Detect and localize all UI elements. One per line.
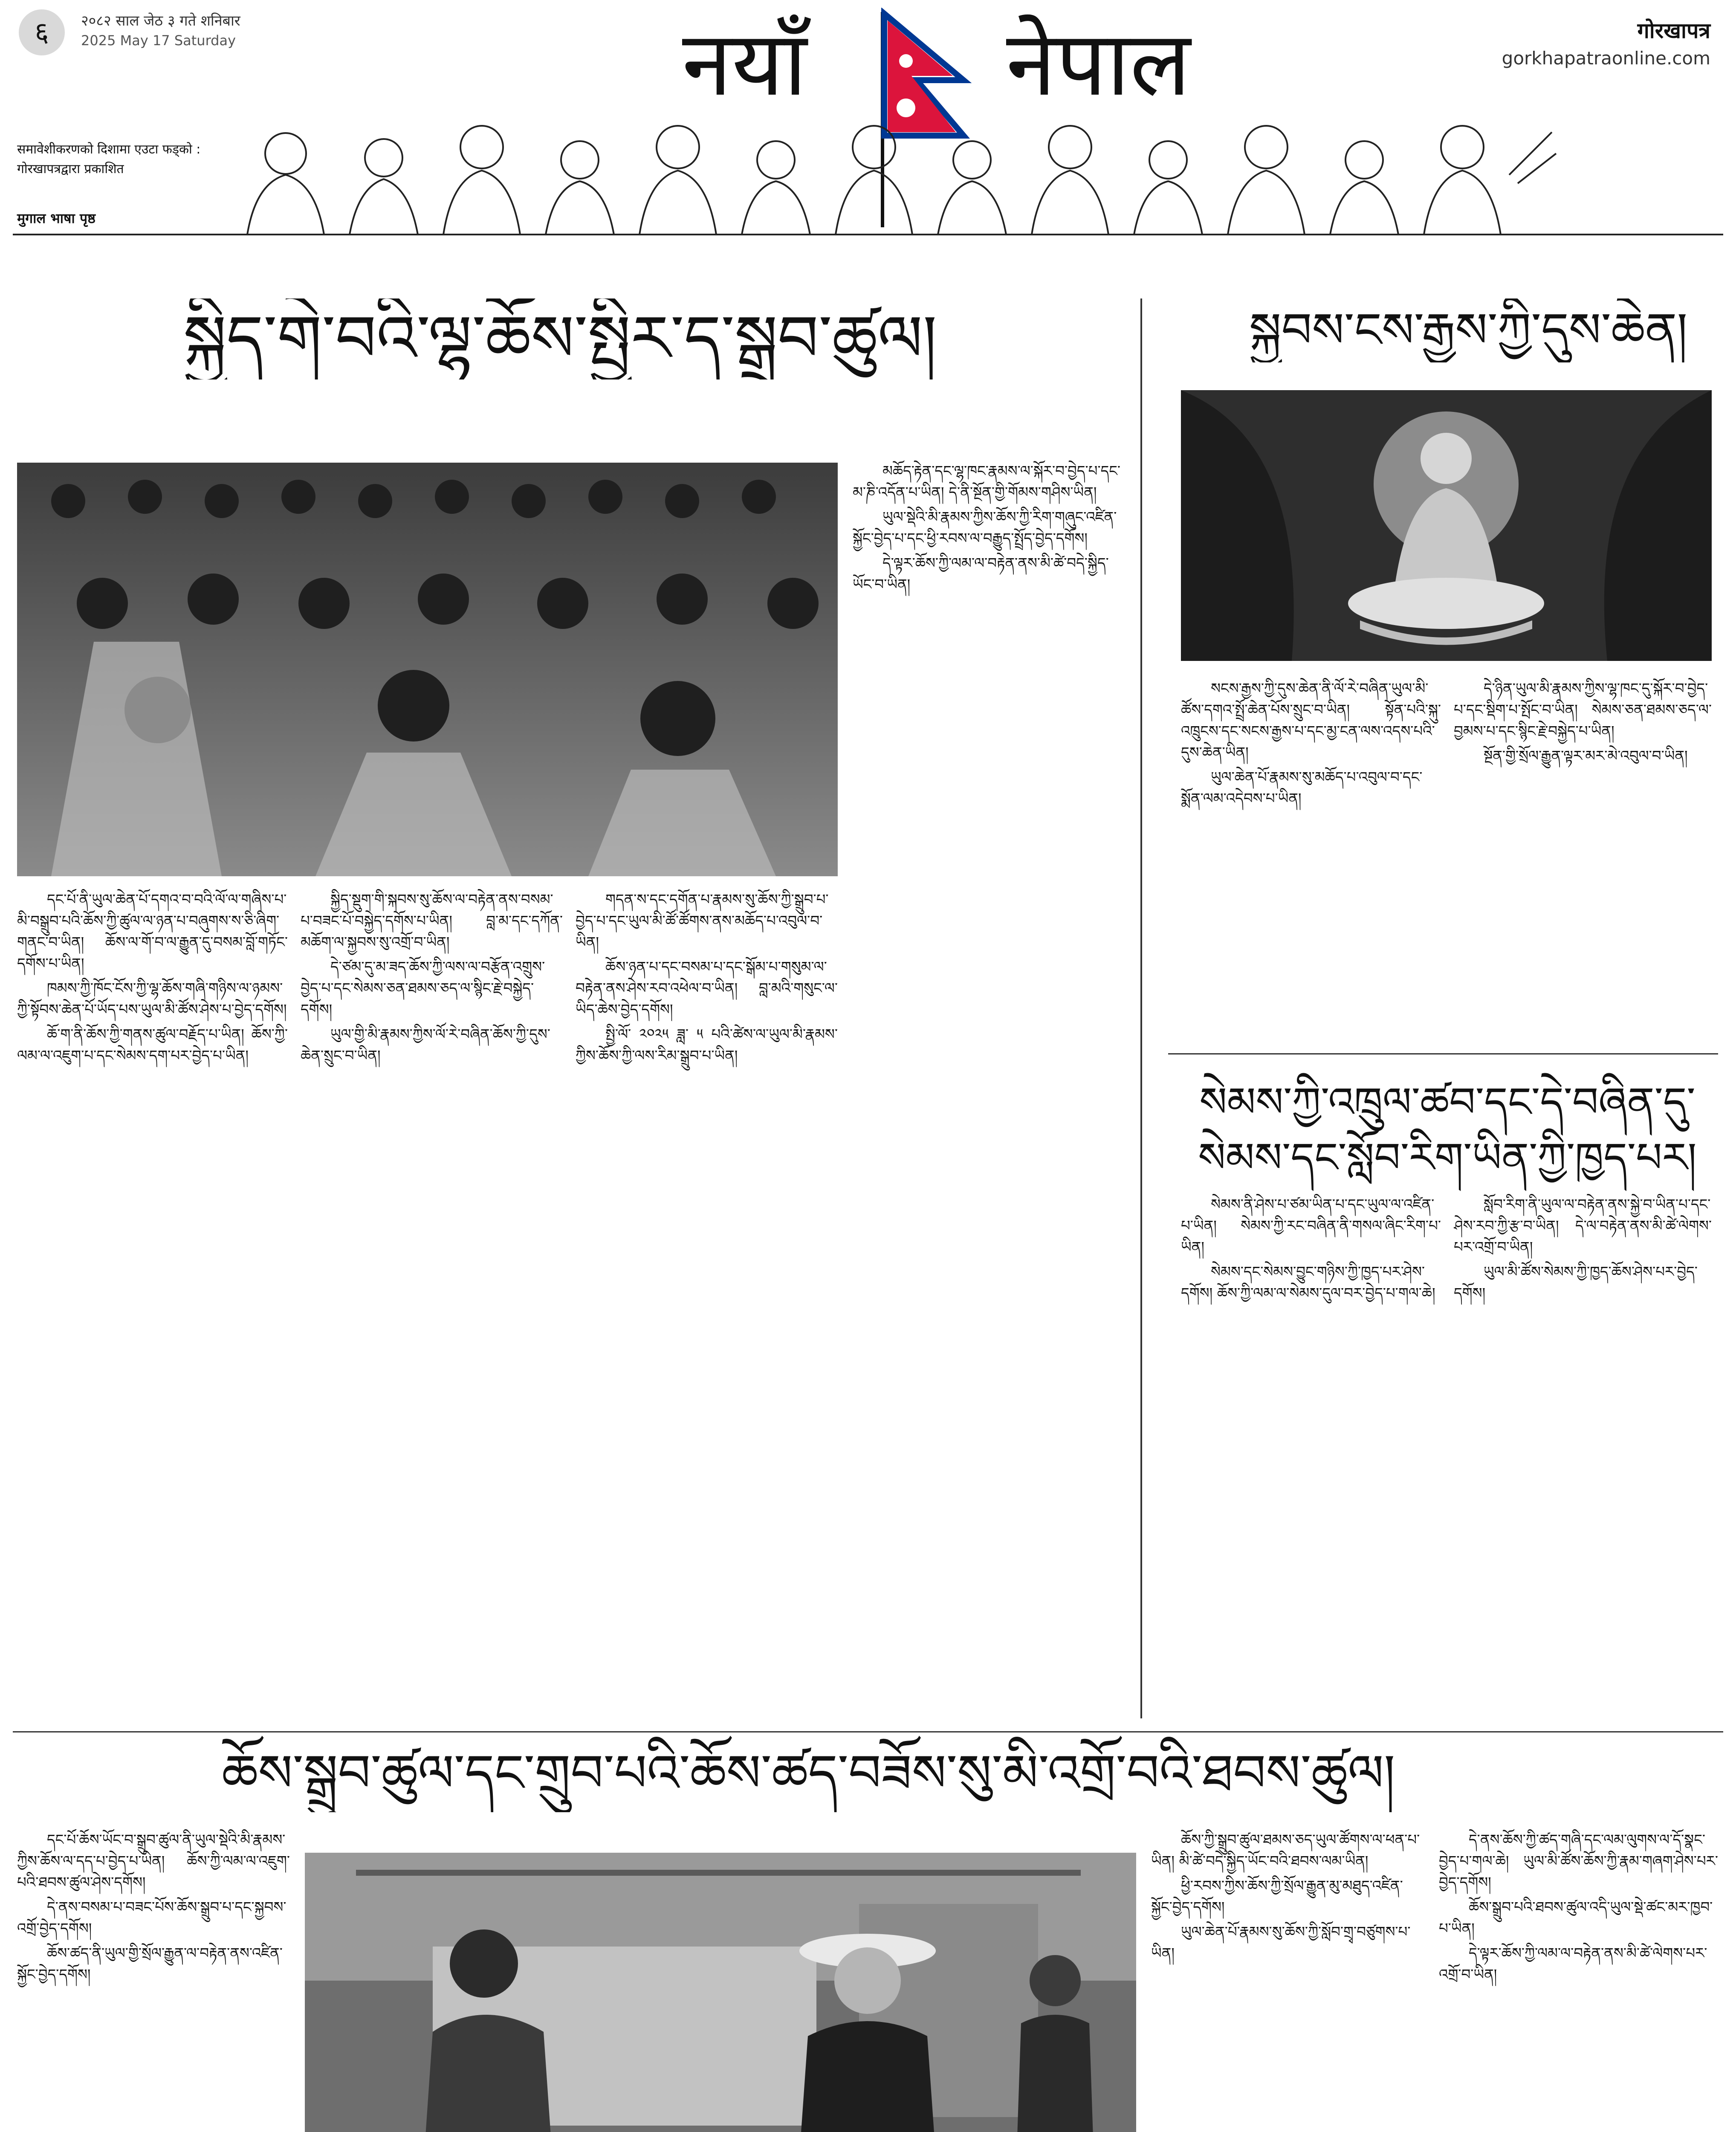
paper-name: गोरखापत्र (1637, 18, 1710, 43)
monks-photo (17, 463, 838, 876)
masthead (0, 0, 1736, 239)
article-top-column-2: སྐྱིད་སྡུག་གི་སྐབས་སུ་ཆོས་ལ་བརྟེན་ནས་བསམ་པ་བཟང་པོ་བསྐྱེད་དགོས་པ་ཡིན། བླ་མ་དང་དཀོན་མཆོག་ལ་སྐྱབས་སུ་འགྲོ་བ་ཡིན། དེ་ཙམ་དུ་མ་ཟད་ཆོས་ཀྱི་ལས་ལ་བརྩོན་འགྲུས་བྱེད་པ་དང་སེམས་ཅན་ཐམས་ཅད་ལ་སྙིང་རྗེ་བསྐྱེད་དགོས། ཡུལ་གྱི་མི་རྣམས་ཀྱིས་ལོ་རེ་བཞིན་ཆོས་ཀྱི་དུས་ཆེན་སྲུང་བ་ཡིན། (301, 891, 563, 1064)
tagline-line1: समावेशीकरणको दिशामा एउटा फड्को : (17, 142, 201, 157)
article-right2-column-1: སེམས་ནི་ཤེས་པ་ཙམ་ཡིན་པ་དང་ཡུལ་ལ་འཛིན་པ་ཡིན། སེམས་ཀྱི་རང་བཞིན་ནི་གསལ་ཞིང་རིག་པ་ཡིན། སེམས་དང་སེམས་བྱུང་གཉིས་ཀྱི་ཁྱད་པར་ཤེས་དགོས། ཆོས་ཀྱི་ལམ་ལ་སེམས་དུལ་བར་བྱེད་པ་གལ་ཆེ། (1181, 1196, 1441, 1302)
section-divider (13, 1731, 1723, 1732)
article-bottom-column-5: ཆོས་ཀྱི་སྒྲུབ་ཚུལ་ཐམས་ཅད་ཡུལ་ཚོགས་ལ་ཕན་པ་ཡིན། མི་ཚེ་བདེ་སྐྱིད་ཡོང་བའི་ཐབས་ལམ་ཡིན། ཕྱི་རབས་ཀྱིས་ཆོས་ཀྱི་སྲོལ་རྒྱུན་མུ་མཐུད་འཛིན་སྐྱོང་བྱེད་དགོས། ཡུལ་ཆེན་པོ་རྣམས་སུ་ཆོས་ཀྱི་སློབ་གྲྭ་བཙུགས་པ་ཡིན། (1151, 1831, 1420, 1962)
masthead-title-left: नयाँ (682, 12, 807, 116)
page-number: ६ (19, 9, 65, 55)
date-nepali: २०८२ साल जेठ ३ गते शनिबार (81, 12, 240, 29)
section-label: मुगाल भाषा पृष्ठ (17, 210, 96, 226)
masthead-rule (13, 234, 1723, 235)
people-market-photo (305, 1853, 1136, 2132)
masthead-title-right: नेपाल (1006, 12, 1191, 116)
article-bottom-headline: ཆོས་སྒྲུབ་ཚུལ་དང་གྲུབ་པའི་ཆོས་ཚད་བཟོས་སུ་མི་འགྲོ་བའི་ཐབས་ཚུལ། (222, 1744, 1395, 1803)
article-bottom-column-6: དེ་ནས་ཆོས་ཀྱི་ཚད་གཞི་དང་ལམ་ལུགས་ལ་དོ་སྣང་བྱེད་པ་གལ་ཆེ། ཡུལ་མི་ཚོས་ཆོས་ཀྱི་རྣམ་གཞག་ཤེས་པར་བྱེད་དགོས། ཆོས་སྒྲུབ་པའི་ཐབས་ཚུལ་འདི་ཡུལ་སྡེ་ཚང་མར་ཁྱབ་པ་ཡིན། དེ་ལྟར་ཆོས་ཀྱི་ལམ་ལ་བརྟེན་ནས་མི་ཚེ་ལེགས་པར་འགྲོ་བ་ཡིན། (1439, 1831, 1718, 1983)
article-right1-column-1: སངས་རྒྱས་ཀྱི་དུས་ཆེན་ནི་ལོ་རེ་བཞིན་ཡུལ་མི་ཚོས་དགའ་སྤྲོ་ཆེན་པོས་སྲུང་བ་ཡིན། སྟོན་པའི་སྐུ་འཁྲུངས་དང་སངས་རྒྱས་པ་དང་མྱ་ངན་ལས་འདས་པའི་དུས་ཆེན་ཡིན། ཡུལ་ཆེན་པོ་རྣམས་སུ་མཆོད་པ་འབུལ་བ་དང་སྨོན་ལམ་འདེབས་པ་ཡིན། (1181, 680, 1441, 807)
paper-url[interactable]: gorkhapatraonline.com (1502, 48, 1710, 69)
article-bottom-column-1: དང་པོ་ཆོས་ཡོང་བ་སྒྲུབ་ཚུལ་ནི་ཡུལ་སྡེའི་མི་རྣམས་ཀྱིས་ཆོས་ལ་དད་པ་བྱེད་པ་ཡིན། ཆོས་ཀྱི་ལམ་ལ་འཇུག་པའི་ཐབས་ཚུལ་ཤེས་དགོས། དེ་ནས་བསམ་པ་བཟང་པོས་ཆོས་སྒྲུབ་པ་དང་སྐྱབས་འགྲོ་བྱེད་དགོས། ཆོས་ཚད་ནི་ཡུལ་གྱི་སྲོལ་རྒྱུན་ལ་བརྟེན་ནས་འཛིན་སྐྱོང་བྱེད་དགོས། (17, 1831, 290, 1983)
crowd-illustration-icon (239, 107, 1560, 235)
tagline-line2: गोरखापत्रद्वारा प्रकाशित (17, 162, 124, 177)
article-divider (1168, 1053, 1718, 1054)
date-english: 2025 May 17 Saturday (81, 32, 236, 49)
column-divider (1140, 298, 1142, 1718)
article-right2-column-2: སློབ་རིག་ནི་ཡུལ་ལ་བརྟེན་ནས་སྐྱེ་བ་ཡིན་པ་དང་ཤེས་རབ་ཀྱི་རྩ་བ་ཡིན། དེ་ལ་བརྟེན་ནས་མི་ཚེ་ལེགས་པར་འགྲོ་བ་ཡིན། ཡུལ་མི་ཚོས་སེམས་ཀྱི་ཁྱད་ཆོས་ཤེས་པར་བྱེད་དགོས། (1454, 1196, 1712, 1302)
article-top-column-3: གདན་ས་དང་དགོན་པ་རྣམས་སུ་ཆོས་ཀྱི་སྒྲུབ་པ་བྱེད་པ་དང་ཡུལ་མི་ཚོ་ཚོགས་ནས་མཆོད་པ་འབུལ་བ་ཡིན། ཆོས་ཉན་པ་དང་བསམ་པ་དང་སྒོམ་པ་གསུམ་ལ་བརྟེན་ནས་ཤེས་རབ་འཕེལ་བ་ཡིན། བླ་མའི་གསུང་ལ་ཡིད་ཆེས་བྱེད་དགོས། སྤྱི་ལོ་ ༢༠༢༥ ཟླ་ ༥ པའི་ཚེས་ལ་ཡུལ་མི་རྣམས་ཀྱིས་ཆོས་ཀྱི་ལས་རིམ་སྒྲུབ་པ་ཡིན། (576, 891, 838, 1064)
article-top-headline: སྐྱིད་གེ་བའི་ལྷ་ཆོས་སྤྱིར་ད་སྒྲུབ་ཚུལ། (183, 302, 937, 376)
article-top-column-1: དང་པོ་ནི་ཡུལ་ཆེན་པོ་དགའ་བ་བའི་ལོ་ལ་གཞིས་པ་མི་བསྒྲུབ་པའི་ཆོས་ཀྱི་ཚུལ་ལ་ཉན་པ་བཞུགས་ས་ཅི་ཞིག་གནང་བ་ཡིན། ཆོས་ལ་གོ་བ་ལ་རྒྱུན་དུ་བསམ་བློ་གཏོང་དགོས་པ་ཡིན། ཁམས་ཀྱི་ཁོང་ངོས་ཀྱི་ལྷ་ཆོས་གཞི་གཉིས་ལ་ཉམས་ཀྱི་སྟོབས་ཆེན་པོ་ཡོད་པས་ཡུལ་མི་ཚོས་ཤེས་པ་བྱེད་དགོས། ཆོ་ག་ནི་ཆོས་ཀྱི་གནས་ཚུལ་བརྗོད་པ་ཡིན། ཆོས་ཀྱི་ལམ་ལ་འཇུག་པ་དང་སེམས་དག་པར་བྱེད་པ་ཡིན། (17, 891, 288, 1064)
buddha-painting (1181, 390, 1712, 661)
article-right1-column-2: དེ་ཉིན་ཡུལ་མི་རྣམས་ཀྱིས་ལྷ་ཁང་དུ་སྐོར་བ་བྱེད་པ་དང་སྡིག་པ་སྤོང་བ་ཡིན། སེམས་ཅན་ཐམས་ཅད་ལ་བྱམས་པ་དང་སྙིང་རྗེ་བསྐྱེད་པ་ཡིན། སྔོན་གྱི་སྲོལ་རྒྱུན་ལྟར་མར་མེ་འབུལ་བ་ཡིན། (1454, 680, 1712, 765)
article-top-column-4: མཆོད་རྟེན་དང་ལྷ་ཁང་རྣམས་ལ་སྐོར་བ་བྱེད་པ་དང་མ་ཎི་འདོན་པ་ཡིན། དེ་ནི་སྔོན་གྱི་གོམས་གཤིས་ཡིན། ཡུལ་སྡེའི་མི་རྣམས་ཀྱིས་ཆོས་ཀྱི་རིག་གཞུང་འཛིན་སྐྱོང་བྱེད་པ་དང་ཕྱི་རབས་ལ་བརྒྱུད་སྤྲོད་བྱེད་དགོས། དེ་ལྟར་ཆོས་ཀྱི་ལམ་ལ་བརྟེན་ནས་མི་ཚེ་བདེ་སྐྱིད་ཡོང་བ་ཡིན། (853, 463, 1121, 593)
article-right2-headline: སེམས་ཀྱི་འཁྲུལ་ཚབ་དང་དེ་བཞིན་དུ་སེམས་དང་སློབ་རིག་ཡིན་ཀྱི་ཁྱད་པར། (1198, 1078, 1697, 1182)
article-right1-headline: སྐྱབས་ངས་རྒྱས་ཀྱི་དུས་ཆེན། (1249, 303, 1688, 358)
